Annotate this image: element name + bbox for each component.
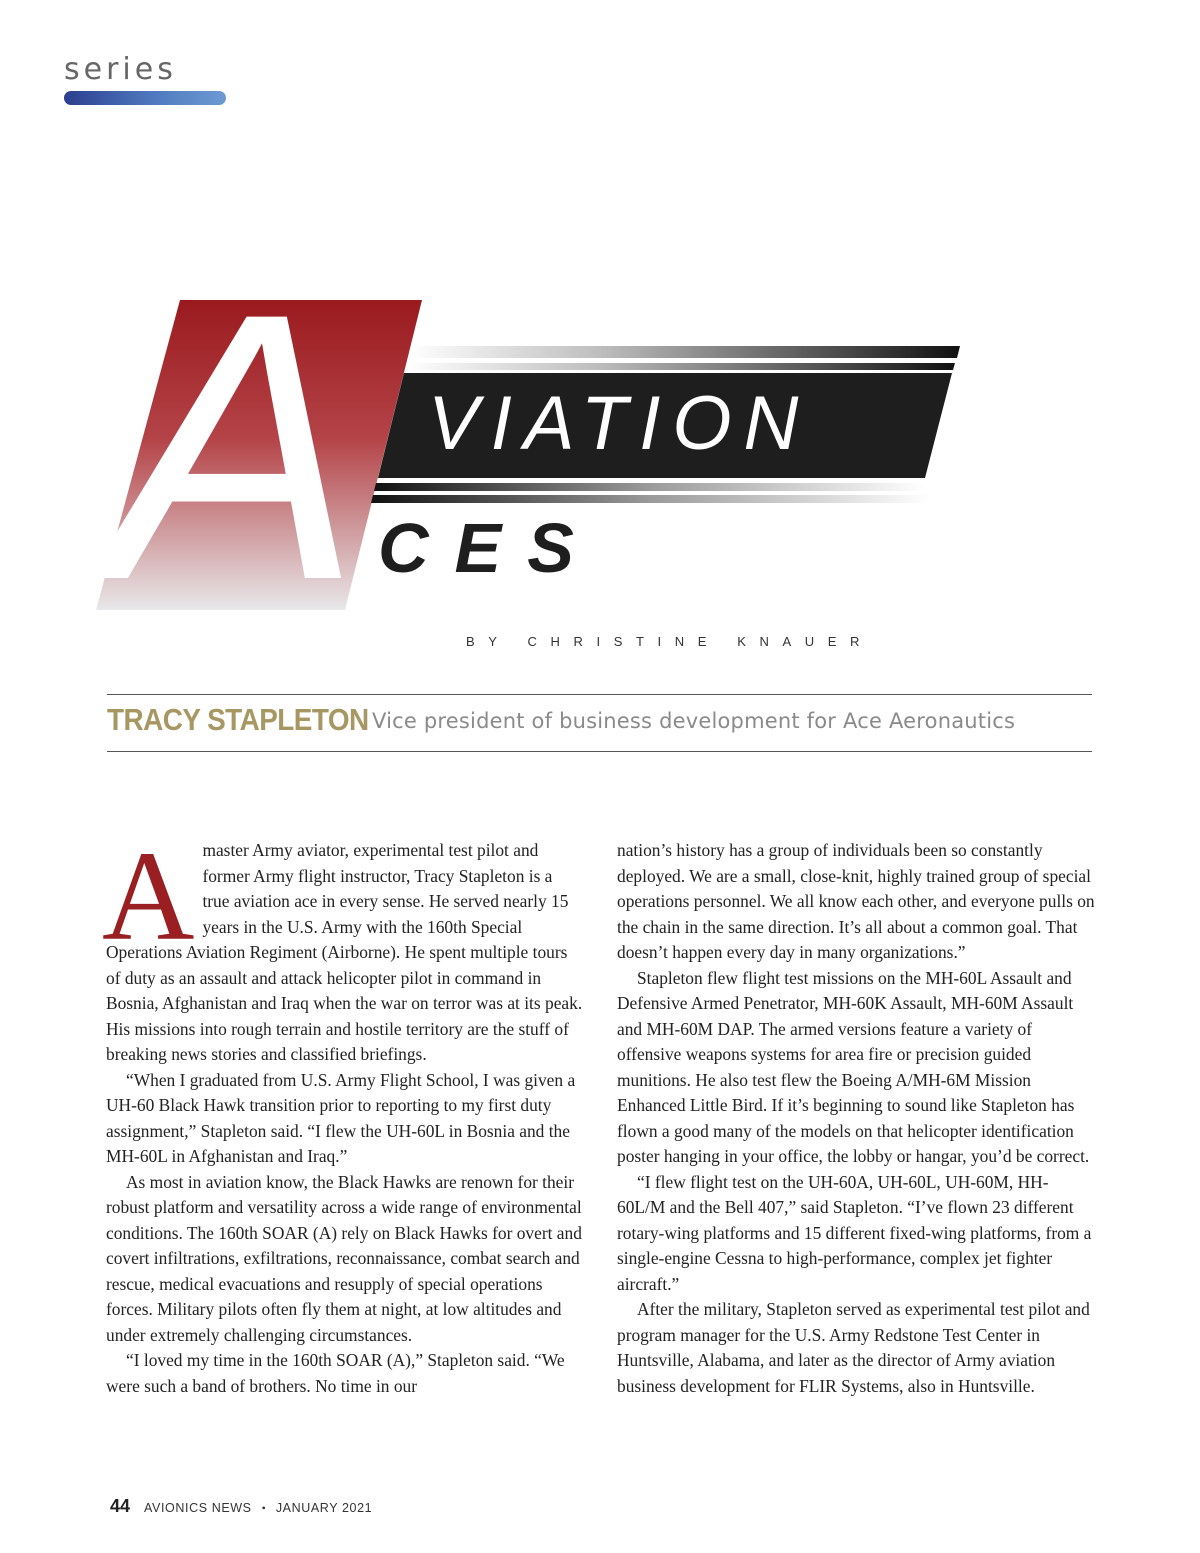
article-paragraph: Stapleton flew flight test missions on the MH-60L Assault and Defensive Armed Penetrator, MH-60K Assault, MH-60M Assault and MH-60M DAP. The armed versions feature a variety of offensive weapons systems for area fire or precision guided munitions. He also test flew the Boeing A/MH-6M Mission Enhanced Little Bird. If it’s beginning to sound like Stapleton has flown a good many of the models on that helicopter identification poster hanging in your office, the lobby or hangar, you’d be correct.: [617, 967, 1090, 1166]
profile-rule-bottom: [107, 751, 1092, 752]
article-paragraph: [102, 825, 583, 1068]
article-right-column: [617, 838, 1095, 1399]
article-paragraph: As most in aviation know, the Black Hawks are renown for their robust platform and versatility across a wide range of environmental conditions. The 160th SOAR (A) rely on Black Hawks for overt and covert infiltrations, exfiltrations, reconnaissance, combat search and rescue, medical evacuations and resupply of special operations forces. Military pilots often fly them at night, at low altitudes and under extremely challenging circumstances.: [106, 1171, 582, 1345]
logo-line1: VIATION: [428, 381, 811, 466]
article-paragraph-text: master Army aviator, experimental test pilot and former Army flight instructor, Tracy Stapleton is a true aviation ace in every sense. He served nearly 15 years in the U.S. Army with the 160th Special Operations Aviation Regiment (Airborne). He spent multiple tours of duty as an assault and attack helicopter pilot in command in Bosnia, Afghanistan and Iraq when the war on terror was at its peak. His missions into rough terrain and hostile territory are the stuff of breaking news stories and classified briefings.: [106, 840, 583, 1064]
page-footer: [110, 1496, 372, 1517]
profile-title: Vice president of business development for Ace Aeronautics: [372, 709, 1016, 733]
article-paragraph: “I flew flight test on the UH-60A, UH-60L, UH-60M, HH-60L/M and the Bell 407,” said Stapleton. “I’ve flown 23 different rotary-wing platforms and 15 different fixed-wing platforms, from a single-engine Cessna to high-performance, complex jet fighter aircraft.”: [617, 1171, 1092, 1294]
article-paragraph: nation’s history has a group of individuals been so constantly deployed. We are a small, close-knit, highly trained group of special operations personnel. We all know each other, and everyone pulls on the chain in the same direction. It’s all about a common goal. That doesn’t happen every day in many organizations.”: [617, 840, 1095, 962]
logo-stripe-top-1: [409, 346, 960, 358]
article-paragraph: After the military, Stapleton served as experimental test pilot and program manager for the U.S. Army Redstone Test Center in Huntsville, Alabama, and later as the director of Army aviation business development for FLIR Systems, also in Huntsville.: [617, 1299, 1090, 1396]
profile-name: TRACY STAPLETON: [107, 702, 369, 737]
article-paragraph: “When I graduated from U.S. Army Flight School, I was given a UH-60 Black Hawk transition prior to reporting to my first duty assignment,” Stapleton said. “I flew the UH-60L in Bosnia and the MH-60L in Afghanistan and Iraq.”: [106, 1069, 576, 1166]
page-number: 44: [110, 1496, 131, 1516]
drop-cap: A: [102, 825, 195, 967]
profile-rule-top: [107, 694, 1092, 695]
byline: BY CHRISTINE KNAUER: [466, 634, 873, 649]
profile-heading: [107, 702, 1016, 738]
logo-stripe-bottom-1: [374, 483, 925, 491]
logo-stripe-top-2: [406, 363, 955, 370]
logo-stripe-bottom-2: [371, 495, 930, 503]
article-paragraph: “I loved my time in the 160th SOAR (A),” Stapleton said. “We were such a band of brothers. No time in our: [106, 1350, 565, 1396]
series-label: series: [64, 52, 177, 87]
logo-big-letter: A: [108, 234, 362, 640]
article-left-column: [102, 825, 583, 1399]
footer-separator: •: [261, 1501, 266, 1515]
aviation-aces-logo: [0, 0, 1200, 640]
issue-date: JANUARY 2021: [275, 1501, 373, 1515]
publication-name: AVIONICS NEWS: [144, 1501, 252, 1515]
logo-line2: CES: [378, 509, 600, 587]
